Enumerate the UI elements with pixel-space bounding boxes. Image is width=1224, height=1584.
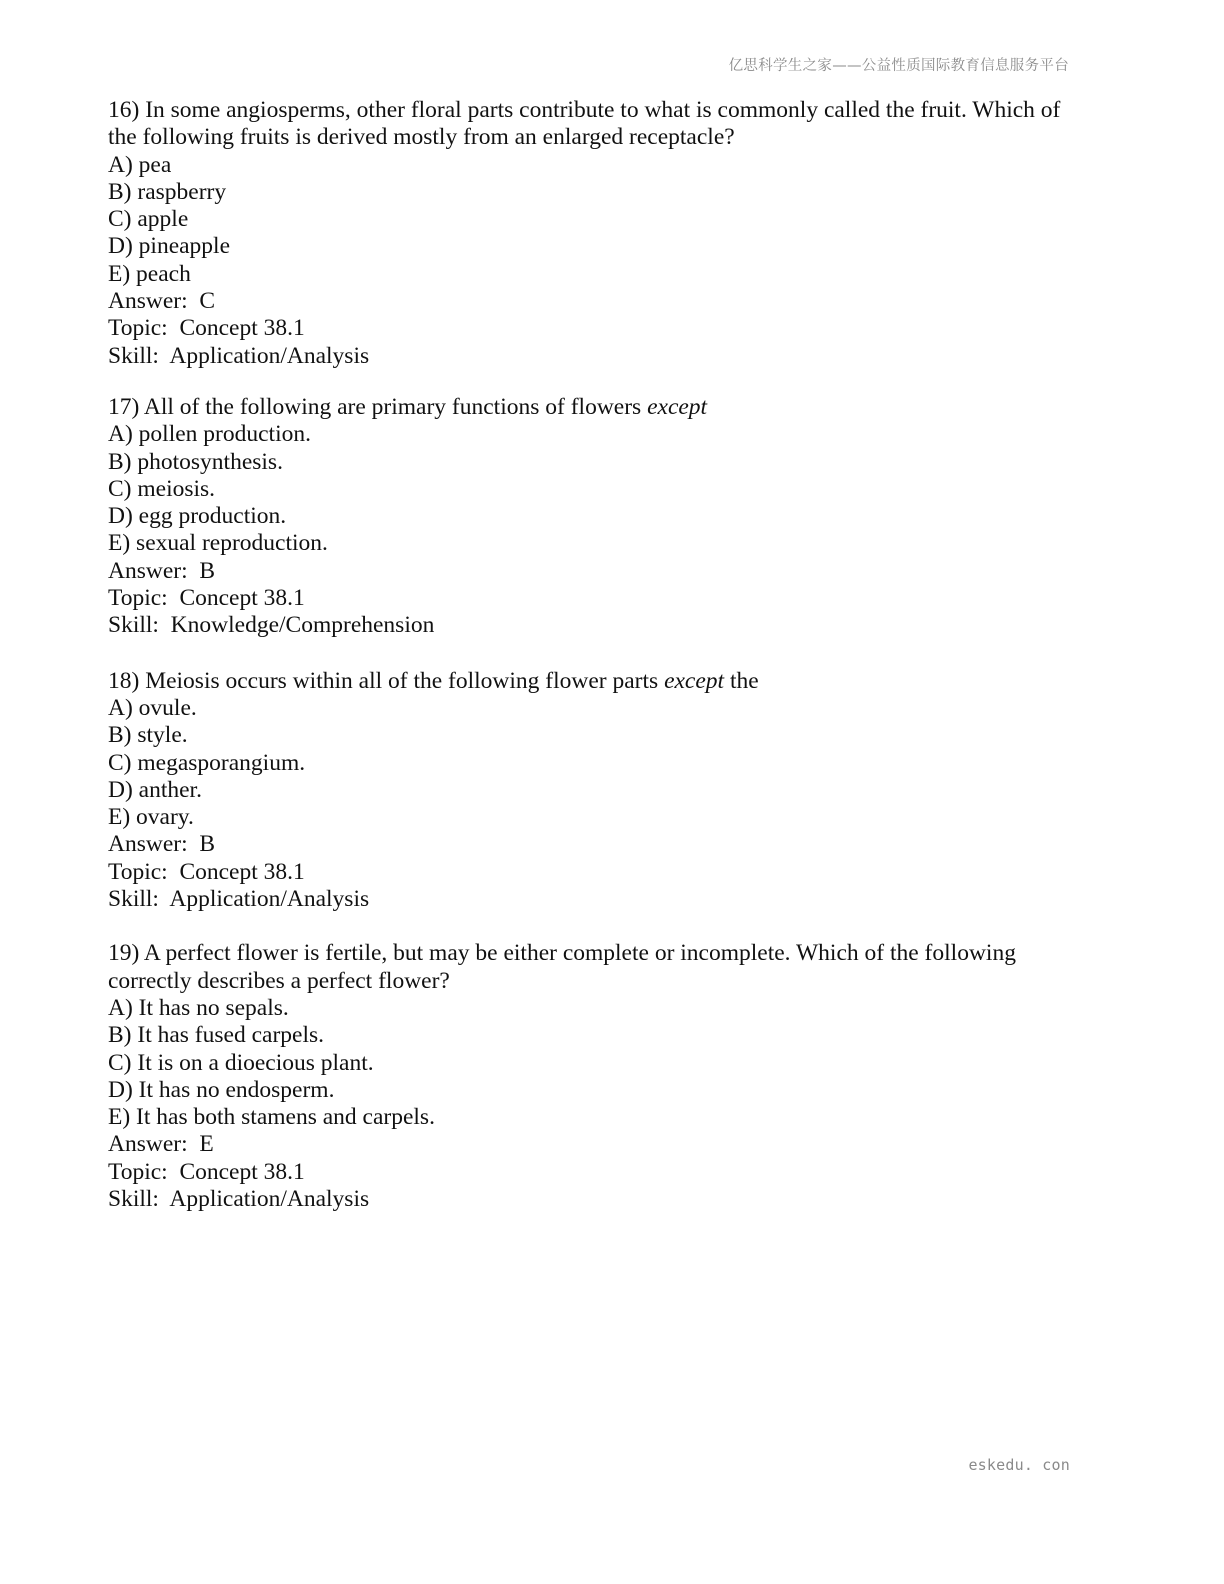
footer-site-url: eskedu. con: [968, 1456, 1070, 1474]
stem-text: 17) All of the following are primary functions of flowers: [108, 393, 648, 420]
stem-text-tail: the: [724, 667, 759, 694]
topic-line: Topic: Concept 38.1: [108, 315, 305, 342]
option-c: C) meiosis.: [108, 475, 216, 502]
header-site-note: 亿思科学生之家——公益性质国际教育信息服务平台: [728, 58, 1069, 74]
topic-line: Topic: Concept 38.1: [108, 1158, 305, 1185]
question-16: [108, 97, 1088, 370]
stem-emphasis: except: [664, 667, 725, 694]
option-b: B) raspberry: [108, 178, 227, 205]
option-e: E) ovary.: [108, 804, 194, 831]
skill-line: Skill: Knowledge/Comprehension: [108, 612, 435, 639]
skill-line: Skill: Application/Analysis: [108, 1185, 370, 1212]
question-stem: [108, 668, 1088, 695]
option-a: A) pea: [108, 151, 172, 178]
option-d: D) pineapple: [108, 233, 231, 260]
option-b: B) It has fused carpels.: [108, 1022, 324, 1049]
question-18: [108, 668, 1088, 914]
option-e: E) sexual reproduction.: [108, 530, 328, 557]
option-a: A) It has no sepals.: [108, 994, 289, 1021]
answer-line: Answer: E: [108, 1131, 214, 1158]
skill-line: Skill: Application/Analysis: [108, 886, 370, 913]
option-b: B) photosynthesis.: [108, 448, 283, 475]
option-a: A) ovule.: [108, 694, 197, 721]
option-d: D) It has no endosperm.: [108, 1076, 335, 1103]
option-b: B) style.: [108, 722, 188, 749]
option-d: D) egg production.: [108, 503, 287, 530]
stem-emphasis: except: [647, 393, 708, 420]
question-list: [108, 97, 1088, 1213]
option-c: C) apple: [108, 206, 189, 233]
option-a: A) pollen production.: [108, 421, 311, 448]
skill-line: Skill: Application/Analysis: [108, 342, 370, 369]
topic-line: Topic: Concept 38.1: [108, 858, 305, 885]
option-c: C) It is on a dioecious plant.: [108, 1049, 374, 1076]
question-stem: [108, 394, 1088, 421]
option-c: C) megasporangium.: [108, 749, 306, 776]
question-19: [108, 940, 1088, 1213]
question-17: [108, 394, 1088, 640]
option-e: E) It has both stamens and carpels.: [108, 1104, 435, 1131]
question-stem: 19) A perfect flower is fertile, but may be either complete or incomplete. Which of the following correctly describes a perfect flower?: [108, 940, 1016, 994]
answer-line: Answer: C: [108, 288, 216, 315]
option-e: E) peach: [108, 260, 191, 287]
answer-line: Answer: B: [108, 831, 216, 858]
stem-text: 18) Meiosis occurs within all of the following flower parts: [108, 667, 665, 694]
answer-line: Answer: B: [108, 557, 216, 584]
question-stem: 16) In some angiosperms, other floral parts contribute to what is commonly called the fruit. Which of the following fruits is derived mostly from an enlarged receptacle?: [108, 97, 1061, 151]
option-d: D) anther.: [108, 776, 202, 803]
topic-line: Topic: Concept 38.1: [108, 585, 305, 612]
